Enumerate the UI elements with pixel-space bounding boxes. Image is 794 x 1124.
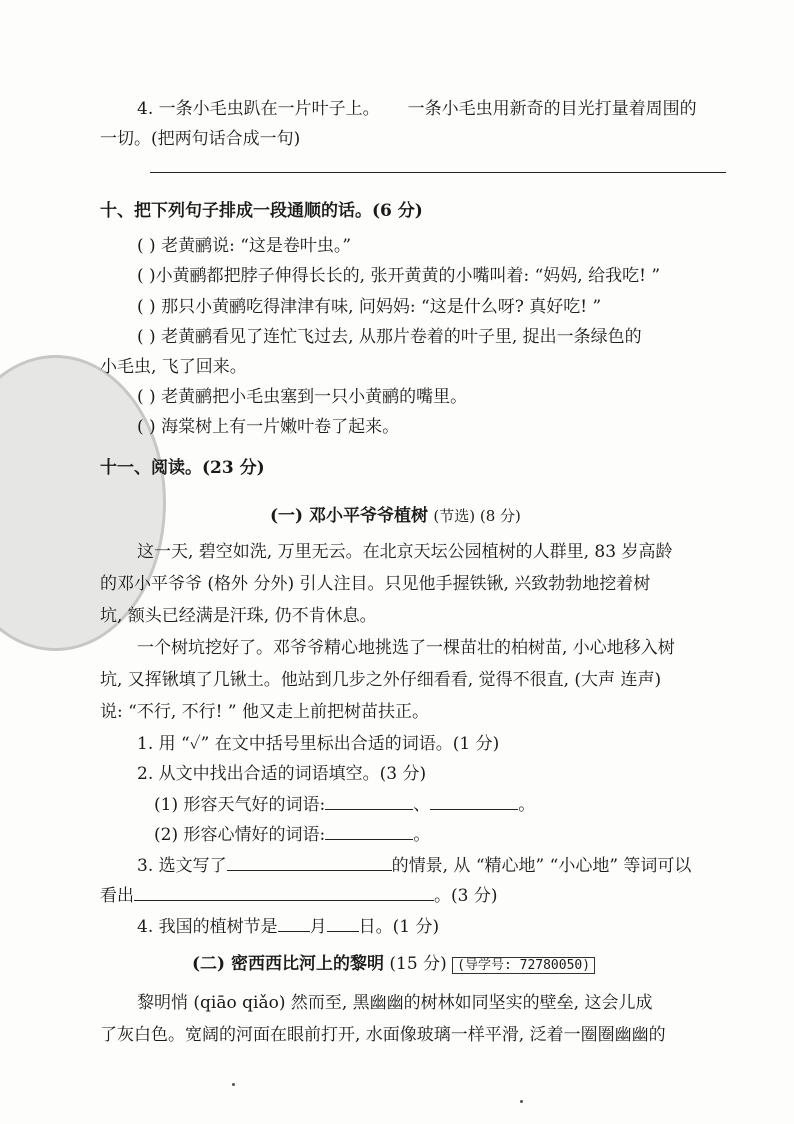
- part1-para-line2: 的邓小平爷爷 (格外 分外) 引人注目。只见他手握铁锹, 兴致勃勃地挖着树: [100, 574, 651, 594]
- part1-q2b-end: 。: [413, 825, 431, 845]
- answer-blank-insight[interactable]: [134, 886, 434, 901]
- part2-para-line1: 黎明悄 (qiāo qiǎo) 然而至, 黑幽幽的树林如同坚实的壁垒, 这会儿成: [137, 993, 653, 1013]
- section10-item-5: ( ) 老黄鹂把小毛虫塞到一只小黄鹂的嘴里。: [137, 387, 468, 407]
- section11-title: 十一、阅读。(23 分): [100, 458, 265, 478]
- part1-q2a: [154, 794, 535, 816]
- part1-q4-b: 月: [309, 917, 327, 937]
- part2-para-line2: 了灰白色。宽阔的河面在眼前打开, 水面像玻璃一样平滑, 泛着一圈圈幽幽的: [100, 1025, 666, 1045]
- part1-para-line4: 一个树坑挖好了。邓爷爷精心地挑选了一棵苗壮的柏树苗, 小心地移入树: [137, 638, 675, 658]
- part2-title-score: (15 分): [389, 954, 447, 974]
- part2-title: [192, 953, 595, 977]
- section10-item-4: ( ) 老黄鹂看见了连忙飞过去, 从那片卷着的叶子里, 捉出一条绿色的: [137, 327, 642, 347]
- answer-blank-weather-2[interactable]: [430, 795, 518, 810]
- part1-q3-d: 。(3 分): [434, 886, 498, 906]
- part1-title-sub: (节选) (8 分): [433, 507, 521, 525]
- answer-blank-scene[interactable]: [227, 856, 392, 871]
- guide-number-badge: (导学号: 72780050): [452, 957, 595, 974]
- answer-blank-month[interactable]: [278, 917, 310, 932]
- scan-speck: [520, 1100, 523, 1103]
- part1-title: [270, 505, 521, 527]
- part1-q2a-end: 。: [518, 795, 536, 815]
- section10-item-2: ( )小黄鹂都把脖子伸得长长的, 张开黄黄的小嘴叫着: “妈妈, 给我吃! ”: [137, 266, 661, 286]
- part1-q2b-label: (2) 形容心情好的词语:: [154, 825, 326, 845]
- part1-q4-c: 日。(1 分): [358, 917, 440, 937]
- part1-q1: 1. 用 “✓” 在文中括号里标出合适的词语。(1 分): [137, 734, 500, 754]
- part1-para-line5: 坑, 又挥锹填了几锹土。他站到几步之外仔细看看, 觉得不很直, (大声 连声): [100, 670, 662, 690]
- part1-para-line1: 这一天, 碧空如洗, 万里无云。在北京天坛公园植树的人群里, 83 岁高龄: [137, 542, 673, 562]
- section10-item-3: ( ) 那只小黄鹂吃得津津有味, 问妈妈: “这是什么呀? 真好吃! ”: [137, 297, 602, 317]
- part1-para-line3: 坑, 额头已经满是汗珠, 仍不肯休息。: [100, 606, 377, 626]
- q4-sentence-b: 一条小毛虫用新奇的目光打量着周围的: [407, 99, 697, 119]
- section10-item-1: ( ) 老黄鹂说: “这是卷叶虫。”: [137, 236, 352, 256]
- part1-q2: 2. 从文中找出合适的词语填空。(3 分): [137, 764, 427, 784]
- answer-blank-mood[interactable]: [325, 825, 413, 840]
- part1-para-line6: 说: “不行, 不行! ” 他又走上前把树苗扶正。: [100, 702, 429, 722]
- section10-item-6: ( ) 海棠树上有一片嫩叶卷了起来。: [137, 417, 400, 437]
- part2-title-main: (二) 密西西比河上的黎明: [192, 954, 385, 974]
- part1-q3-b: 的情景, 从 “精心地” “小心地” 等词可以: [391, 856, 692, 876]
- part1-q4: [137, 916, 439, 938]
- q4-line1: [137, 98, 697, 120]
- part1-q3-a: 3. 选文写了: [137, 856, 227, 876]
- part1-q3-line2: [100, 885, 497, 907]
- part1-q3-c: 看出: [100, 886, 134, 906]
- answer-blank-weather-1[interactable]: [325, 795, 413, 810]
- q4-answer-line[interactable]: [150, 172, 726, 173]
- section10-item-4-cont: 小毛虫, 飞了回来。: [100, 357, 247, 377]
- part1-q2a-label: (1) 形容天气好的词语:: [154, 795, 326, 815]
- part1-q4-a: 4. 我国的植树节是: [137, 917, 278, 937]
- q4-line2: 一切。(把两句话合成一句): [100, 129, 301, 149]
- part1-q2b: [154, 824, 430, 846]
- part1-title-main: (一) 邓小平爷爷植树: [270, 506, 429, 526]
- part1-q2a-sep: 、: [413, 795, 431, 815]
- section10-title: 十、把下列句子排成一段通顺的话。(6 分): [100, 201, 423, 221]
- q4-sentence-a: 4. 一条小毛虫趴在一片叶子上。: [137, 99, 380, 119]
- answer-blank-day[interactable]: [327, 917, 359, 932]
- scan-speck: [232, 1083, 235, 1086]
- part1-q3-line1: [137, 855, 691, 877]
